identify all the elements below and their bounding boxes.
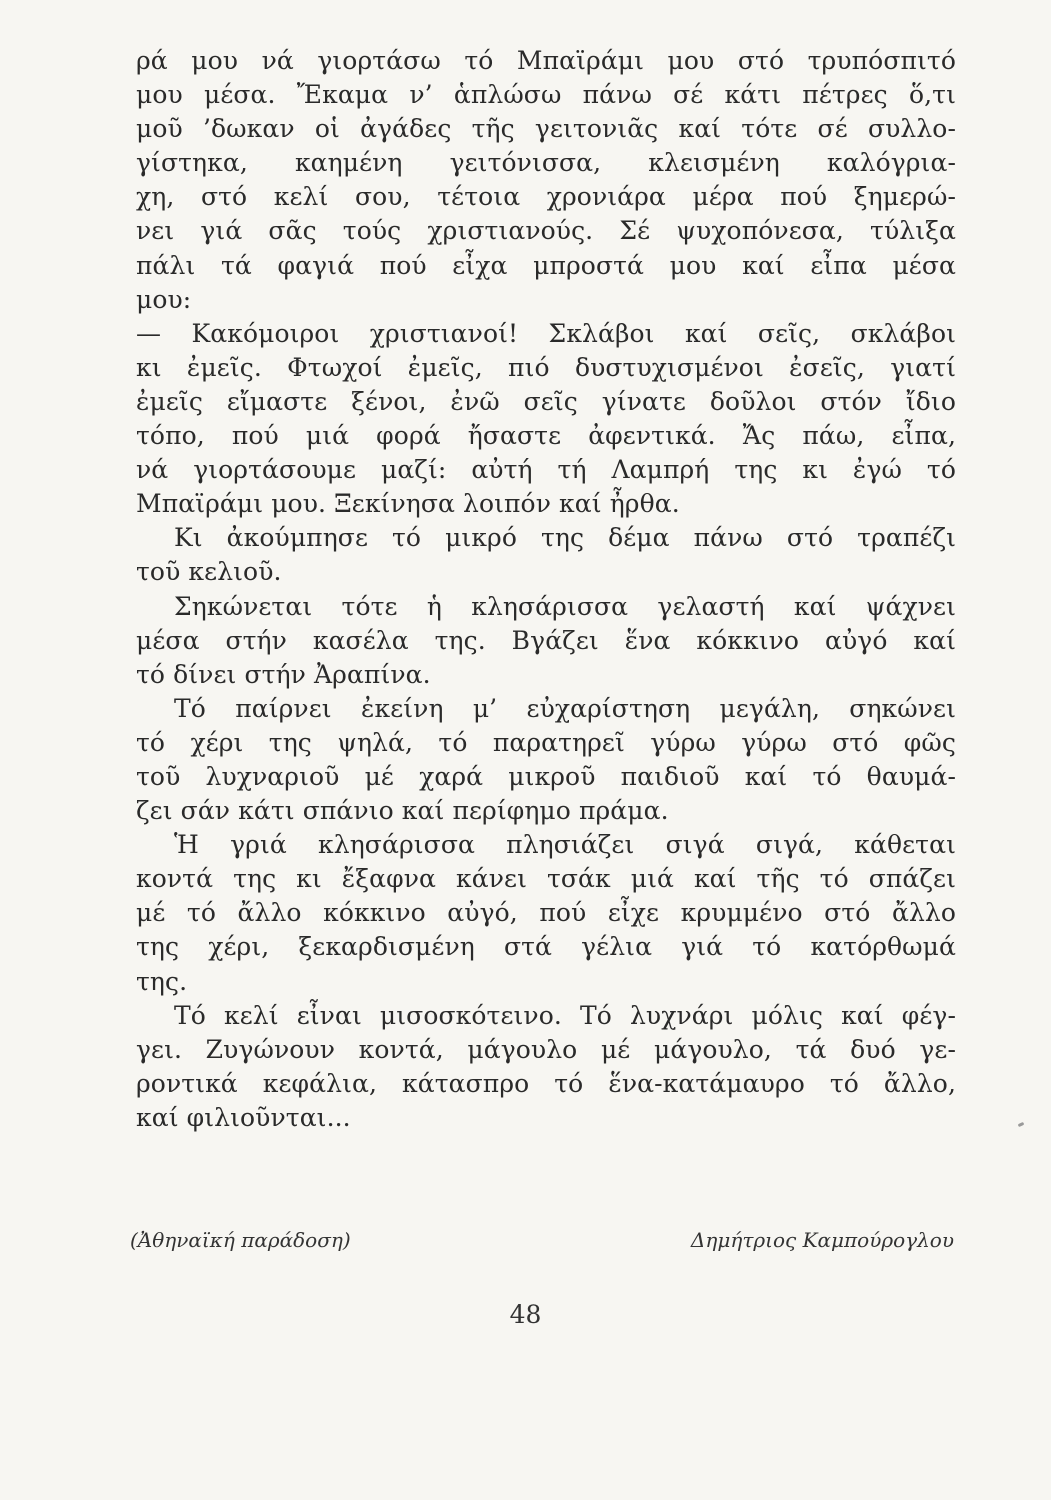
text-line: πάλι τά φαγιά πού εἶχα μπροστά μου καί εἶπα μέσα bbox=[136, 250, 956, 280]
text-line: της χέρι, ξεκαρδισμένη στά γέλια γιά τό κατόρθωμά bbox=[136, 932, 956, 962]
text-line: κοντά της κι ἔξαφνα κάνει τσάκ μιά καί τῆς τό σπάζει bbox=[136, 864, 956, 894]
text-line: καί φιλιοῦνται... bbox=[136, 1102, 351, 1132]
source-note: (Ἀθηναϊκή παράδοση) bbox=[130, 1228, 351, 1252]
text-line: Σηκώνεται τότε ἡ κλησάρισσα γελαστή καί ψάχνει bbox=[174, 591, 956, 621]
text-line: μέ τό ἄλλο κόκκινο αὐγό, πού εἶχε κρυμμένο στό ἄλλο bbox=[136, 898, 956, 928]
text-line: γει. Ζυγώνουν κοντά, μάγουλο μέ μάγουλο, τά δυό γε- bbox=[136, 1034, 956, 1064]
text-line: νει γιά σᾶς τούς χριστιανούς. Σέ ψυχοπόνεσα, τύλιξα bbox=[136, 216, 956, 246]
text-line: Κι ἀκούμπησε τό μικρό της δέμα πάνω στό τραπέζι bbox=[174, 523, 956, 553]
text-line: της. bbox=[136, 966, 188, 996]
text-line: μέσα στήν κασέλα της. Βγάζει ἕνα κόκκινο αὐγό καί bbox=[136, 625, 956, 655]
text-line: τοῦ κελιοῦ. bbox=[136, 557, 282, 587]
text-line: — Κακόμοιροι χριστιανοί! Σκλάβοι καί σεῖς, σκλάβοι bbox=[136, 318, 956, 348]
text-line: τόπο, πού μιά φορά ἤσαστε ἀφεντικά. Ἄς πάω, εἶπα, bbox=[136, 421, 956, 451]
text-line: νά γιορτάσουμε μαζί: αὐτή τή Λαμπρή της κι ἐγώ τό bbox=[136, 455, 956, 485]
footer bbox=[130, 1228, 954, 1258]
text-line: μου μέσα. Ἔκαμα ν’ ἁπλώσω πάνω σέ κάτι πέτρες ὅ,τι bbox=[136, 80, 956, 110]
text-line: μοῦ ’δωκαν οἱ ἀγάδες τῆς γειτονιᾶς καί τότε σέ συλλο- bbox=[136, 114, 956, 144]
text-line: τοῦ λυχναριοῦ μέ χαρά μικροῦ παιδιοῦ καί τό θαυμά- bbox=[136, 761, 956, 791]
text-line: τό χέρι της ψηλά, τό παρατηρεῖ γύρω γύρω στό φῶς bbox=[136, 727, 956, 757]
body-text bbox=[136, 44, 956, 1135]
paper-speck bbox=[1018, 1122, 1025, 1127]
author-name: Δημήτριος Καμπούρογλου bbox=[690, 1228, 954, 1252]
text-line: ἐμεῖς εἴμαστε ξένοι, ἐνῶ σεῖς γίνατε δοῦλοι στόν ἴδιο bbox=[136, 386, 956, 416]
page-number: 48 bbox=[509, 1300, 542, 1329]
text-line: Τό κελί εἶναι μισοσκότεινο. Τό λυχνάρι μόλις καί φέγ- bbox=[174, 1000, 956, 1030]
text-line: ροντικά κεφάλια, κάτασπρο τό ἕνα-κατάμαυρο τό ἄλλο, bbox=[136, 1068, 956, 1098]
text-line: τό δίνει στήν Ἀραπίνα. bbox=[136, 659, 431, 689]
text-line: γίστηκα, καημένη γειτόνισσα, κλεισμένη καλόγρια- bbox=[136, 148, 956, 178]
text-line: χη, στό κελί σου, τέτοια χρονιάρα μέρα πού ξημερώ- bbox=[136, 182, 956, 212]
text-line: μου: bbox=[136, 284, 192, 314]
text-line: Τό παίρνει ἐκείνη μ’ εὐχαρίστηση μεγάλη, σηκώνει bbox=[174, 693, 956, 723]
text-line: κι ἐμεῖς. Φτωχοί ἐμεῖς, πιό δυστυχισμένοι ἐσεῖς, γιατί bbox=[136, 352, 956, 382]
text-line: Μπαϊράμι μου. Ξεκίνησα λοιπόν καί ἦρθα. bbox=[136, 489, 680, 519]
text-line: ζει σάν κάτι σπάνιο καί περίφημο πράμα. bbox=[136, 796, 669, 826]
text-line: ρά μου νά γιορτάσω τό Μπαϊράμι μου στό τρυπόσπιτό bbox=[136, 46, 956, 75]
text-line: Ἡ γριά κλησάρισσα πλησιάζει σιγά σιγά, κάθεται bbox=[174, 830, 956, 860]
